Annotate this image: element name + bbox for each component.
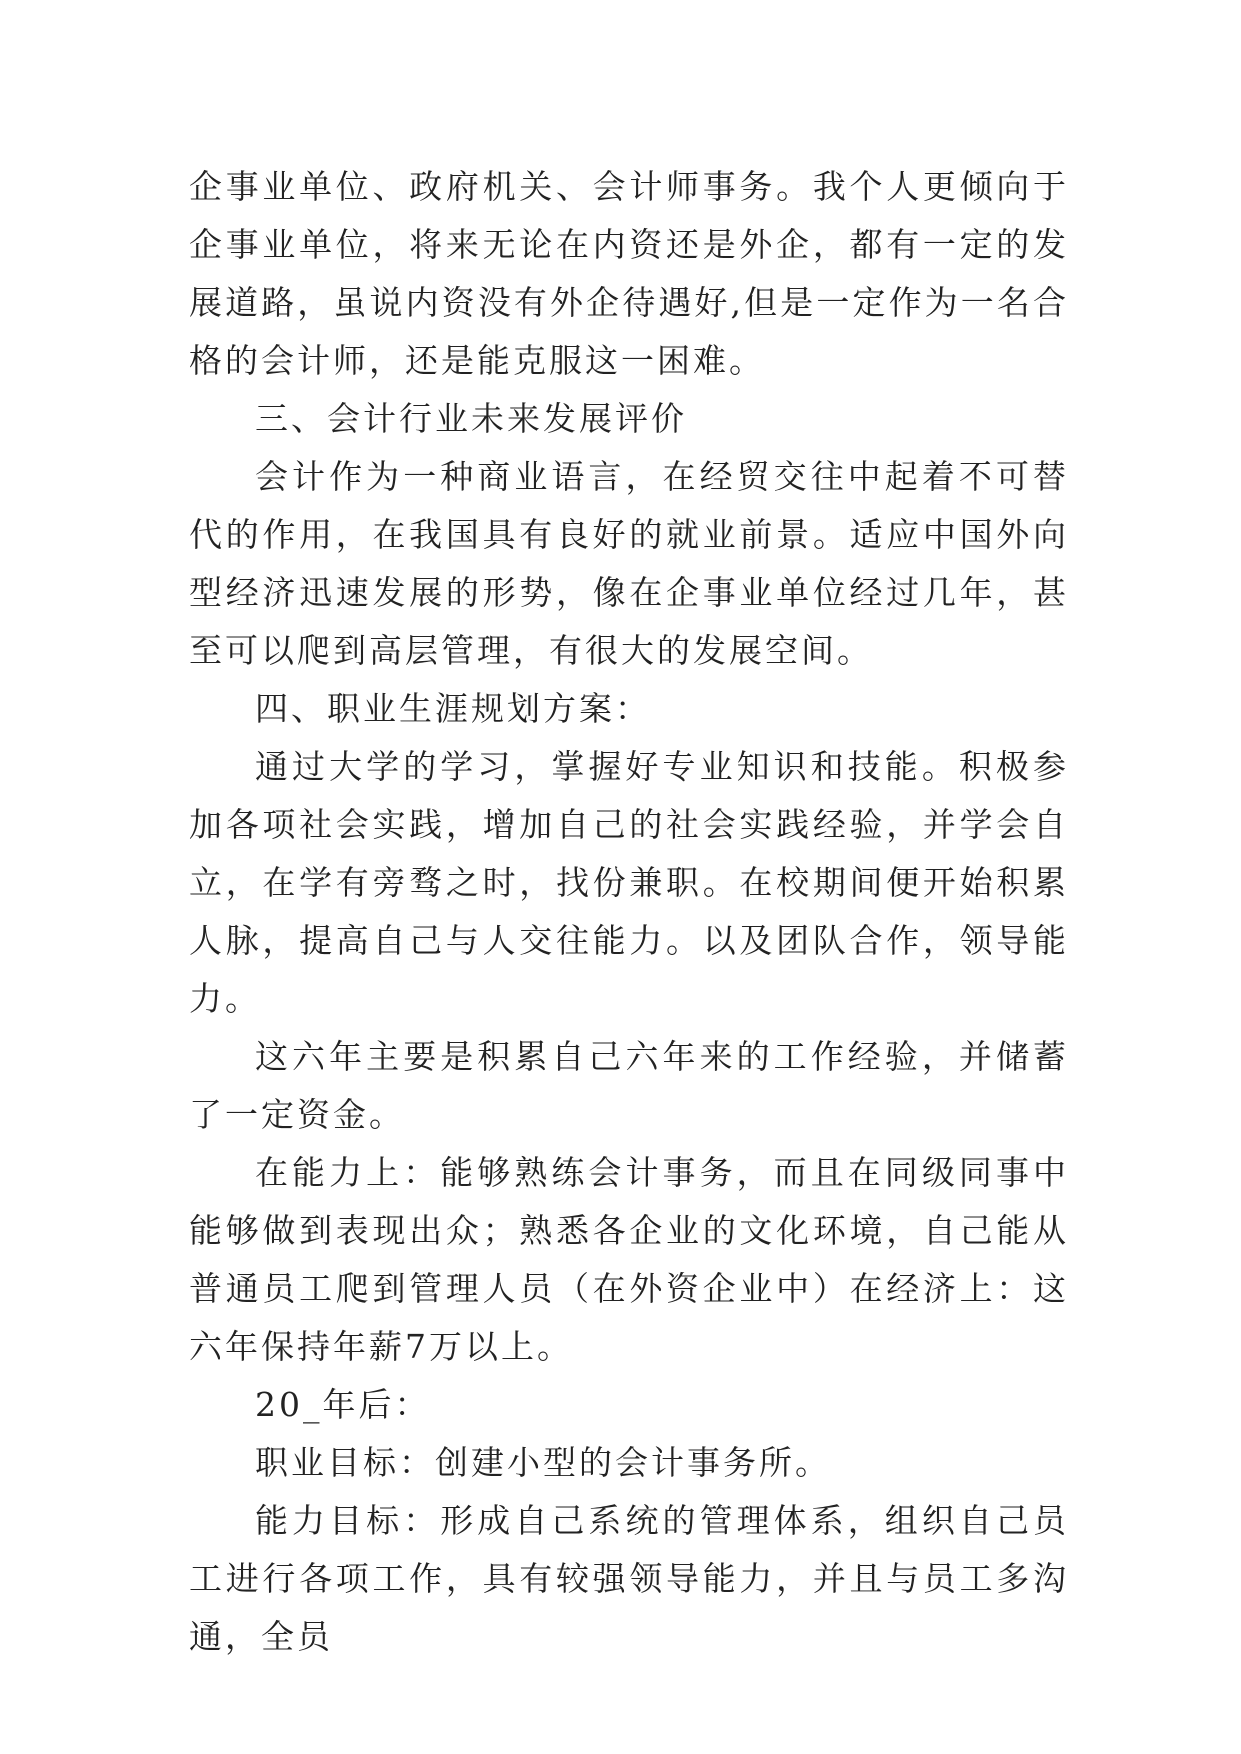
paragraph-six-years: 这六年主要是积累自己六年来的工作经验，并储蓄了一定资金。 [189, 1037, 1069, 1134]
paragraph-continued-workplace-choice: 企事业单位、政府机关、会计师事务。我个人更倾向于企事业单位，将来无论在内资还是外企，都有一定的发展道路，虽说内资没有外企待遇好,但是一定作为一名合格的会计师，还是能克服这一困难。 [189, 167, 1069, 380]
paragraph-industry-outlook: 会计作为一种商业语言，在经贸交往中起着不可替代的作用，在我国具有良好的就业前景。适应中国外向型经济迅速发展的形势，像在企事业单位经过几年，甚至可以爬到高层管理，有很大的发展空间。 [189, 457, 1069, 670]
heading-twenty-years-later: 20_年后： [255, 1385, 431, 1424]
paragraph-ability-goal: 能力目标：形成自己系统的管理体系，组织自己员工进行各项工作，具有较强领导能力，并且与员工多沟通，全员 [189, 1501, 1069, 1656]
document-body [189, 158, 1069, 1666]
paragraph-university-plan: 通过大学的学习，掌握好专业知识和技能。积极参加各项社会实践，增加自己的社会实践经验，并学会自立，在学有旁骛之时，找份兼职。在校期间便开始积累人脉，提高自己与人交往能力。以及团队合作，领导能力。 [189, 747, 1069, 1018]
paragraph-ability-economics: 在能力上：能够熟练会计事务，而且在同级同事中能够做到表现出众；熟悉各企业的文化环境，自己能从普通员工爬到管理人员（在外资企业中）在经济上：这六年保持年薪7万以上。 [189, 1153, 1069, 1366]
heading-section-four: 四、职业生涯规划方案： [255, 689, 651, 728]
paragraph-career-goal: 职业目标：创建小型的会计事务所。 [255, 1443, 831, 1482]
heading-section-three: 三、会计行业未来发展评价 [255, 399, 687, 438]
